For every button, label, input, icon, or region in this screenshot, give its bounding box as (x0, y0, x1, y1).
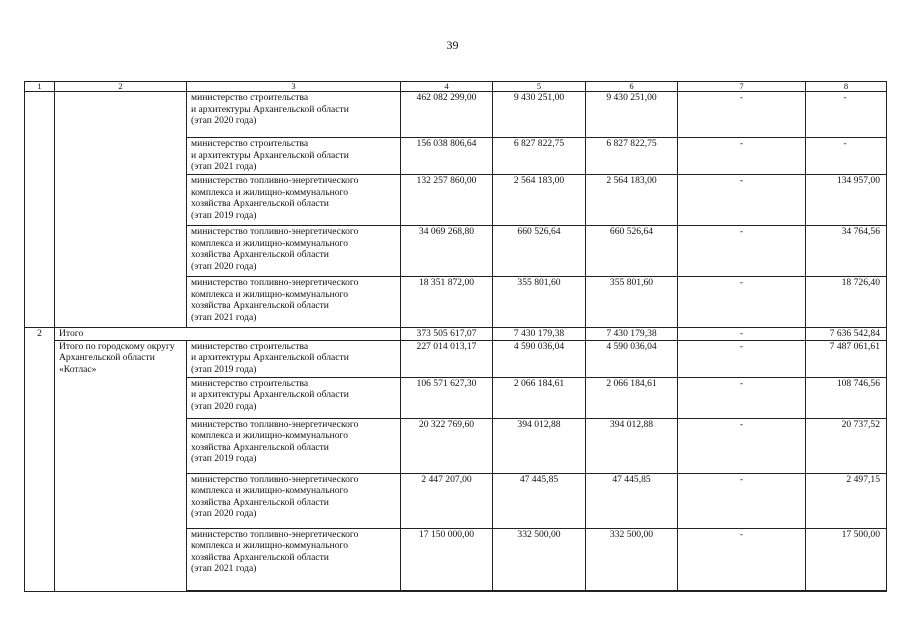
total-col4: 373 505 617,07 (401, 328, 493, 341)
value-col5: 660 526,64 (493, 226, 586, 277)
column-number-row (25, 82, 887, 92)
ministry-stage: министерство топливно-энергетического комплекса и жилищно-коммунального хозяйства Архангельской области (этап 2021 года) (191, 277, 359, 323)
value-col6: 2 564 183,00 (586, 175, 678, 226)
value-col5: 355 801,60 (493, 277, 586, 328)
value-col8: 7 487 061,61 (806, 340, 887, 377)
budget-table (24, 81, 887, 592)
column-number: 2 (55, 82, 187, 92)
spacer-cell (678, 590, 806, 591)
value-col7: - (678, 175, 806, 226)
column-number: 1 (25, 82, 55, 92)
value-col8: 18 726,40 (806, 277, 887, 328)
value-col5: 394 012,88 (493, 418, 586, 473)
value-col7: - (678, 226, 806, 277)
column-number: 7 (678, 82, 806, 92)
value-col7: - (678, 473, 806, 528)
value-col4: 2 447 207,00 (401, 473, 493, 528)
spacer-cell (586, 590, 678, 591)
value-col4: 34 069 268,80 (401, 226, 493, 277)
table-row (25, 340, 887, 377)
region-cell (55, 92, 187, 328)
value-col4: 18 351 872,00 (401, 277, 493, 328)
value-col8: 20 737,52 (806, 418, 887, 473)
total-col5: 7 430 179,38 (493, 328, 586, 341)
column-number: 4 (401, 82, 493, 92)
value-col8: 2 497,15 (806, 473, 887, 528)
value-col5: 2 564 183,00 (493, 175, 586, 226)
column-number: 3 (187, 82, 401, 92)
value-col8: 108 746,56 (806, 377, 887, 418)
total-col8: 7 636 542,84 (806, 328, 887, 341)
value-col4: 132 257 860,00 (401, 175, 493, 226)
ministry-stage: министерство строительства и архитектуры Архангельской области (этап 2021 года) (191, 138, 349, 173)
value-col8: - (806, 92, 887, 138)
value-col7: - (678, 377, 806, 418)
ministry-stage: министерство топливно-энергетического комплекса и жилищно-коммунального хозяйства Архангельской области (этап 2020 года) (191, 226, 359, 272)
ministry-stage: министерство топливно-энергетического комплекса и жилищно-коммунального хозяйства Архангельской области (этап 2019 года) (191, 418, 359, 465)
ministry-stage: министерство строительства и архитектуры Архангельской области (этап 2019 года) (191, 340, 349, 375)
value-col8: 134 957,00 (806, 175, 887, 226)
value-col5: 2 066 184,61 (493, 377, 586, 418)
column-number: 8 (806, 82, 887, 92)
value-col8: - (806, 138, 887, 175)
ministry-stage: министерство строительства и архитектуры Архангельской области (этап 2020 года) (191, 377, 349, 412)
ministry-stage: министерство топливно-энергетического комплекса и жилищно-коммунального хозяйства Архангельской области (этап 2021 года) (191, 528, 359, 575)
value-col5: 47 445,85 (493, 473, 586, 528)
total-col7: - (678, 328, 806, 341)
ministry-stage: министерство топливно-энергетического комплекса и жилищно-коммунального хозяйства Архангельской области (этап 2019 года) (191, 175, 359, 221)
row-index-cell (25, 92, 55, 328)
table-row (25, 92, 887, 138)
ministry-stage: министерство топливно-энергетического комплекса и жилищно-коммунального хозяйства Архангельской области (этап 2020 года) (191, 473, 359, 520)
value-col7: - (678, 528, 806, 590)
total-col6: 7 430 179,38 (586, 328, 678, 341)
value-col8: 17 500,00 (806, 528, 887, 590)
region-label: Итого по городскому округу Архангельской области «Котлас» (55, 340, 187, 591)
row-index: 2 (25, 328, 55, 592)
value-col5: 4 590 036,04 (493, 340, 586, 377)
page-number: 39 (446, 38, 459, 52)
value-col6: 47 445,85 (586, 473, 678, 528)
value-col5: 9 430 251,00 (493, 92, 586, 138)
total-label: Итого (55, 328, 401, 341)
value-col8: 34 764,56 (806, 226, 887, 277)
value-col4: 20 322 769,60 (401, 418, 493, 473)
value-col4: 17 150 000,00 (401, 528, 493, 590)
spacer-cell (401, 590, 493, 591)
value-col6: 660 526,64 (586, 226, 678, 277)
value-col6: 2 066 184,61 (586, 377, 678, 418)
value-col7: - (678, 340, 806, 377)
value-col6: 9 430 251,00 (586, 92, 678, 138)
value-col7: - (678, 418, 806, 473)
value-col4: 156 038 806,64 (401, 138, 493, 175)
value-col6: 4 590 036,04 (586, 340, 678, 377)
value-col7: - (678, 138, 806, 175)
value-col4: 106 571 627,30 (401, 377, 493, 418)
spacer-cell (493, 590, 586, 591)
value-col6: 6 827 822,75 (586, 138, 678, 175)
value-col7: - (678, 92, 806, 138)
value-col6: 394 012,88 (586, 418, 678, 473)
value-col4: 462 082 299,00 (401, 92, 493, 138)
value-col4: 227 014 013,17 (401, 340, 493, 377)
value-col6: 332 500,00 (586, 528, 678, 590)
ministry-stage: министерство строительства и архитектуры Архангельской области (этап 2020 года) (191, 92, 349, 127)
value-col5: 6 827 822,75 (493, 138, 586, 175)
spacer-cell (187, 590, 401, 591)
column-number: 5 (493, 82, 586, 92)
value-col7: - (678, 277, 806, 328)
value-col6: 355 801,60 (586, 277, 678, 328)
column-number: 6 (586, 82, 678, 92)
total-row (25, 328, 887, 341)
spacer-cell (806, 590, 887, 591)
value-col5: 332 500,00 (493, 528, 586, 590)
